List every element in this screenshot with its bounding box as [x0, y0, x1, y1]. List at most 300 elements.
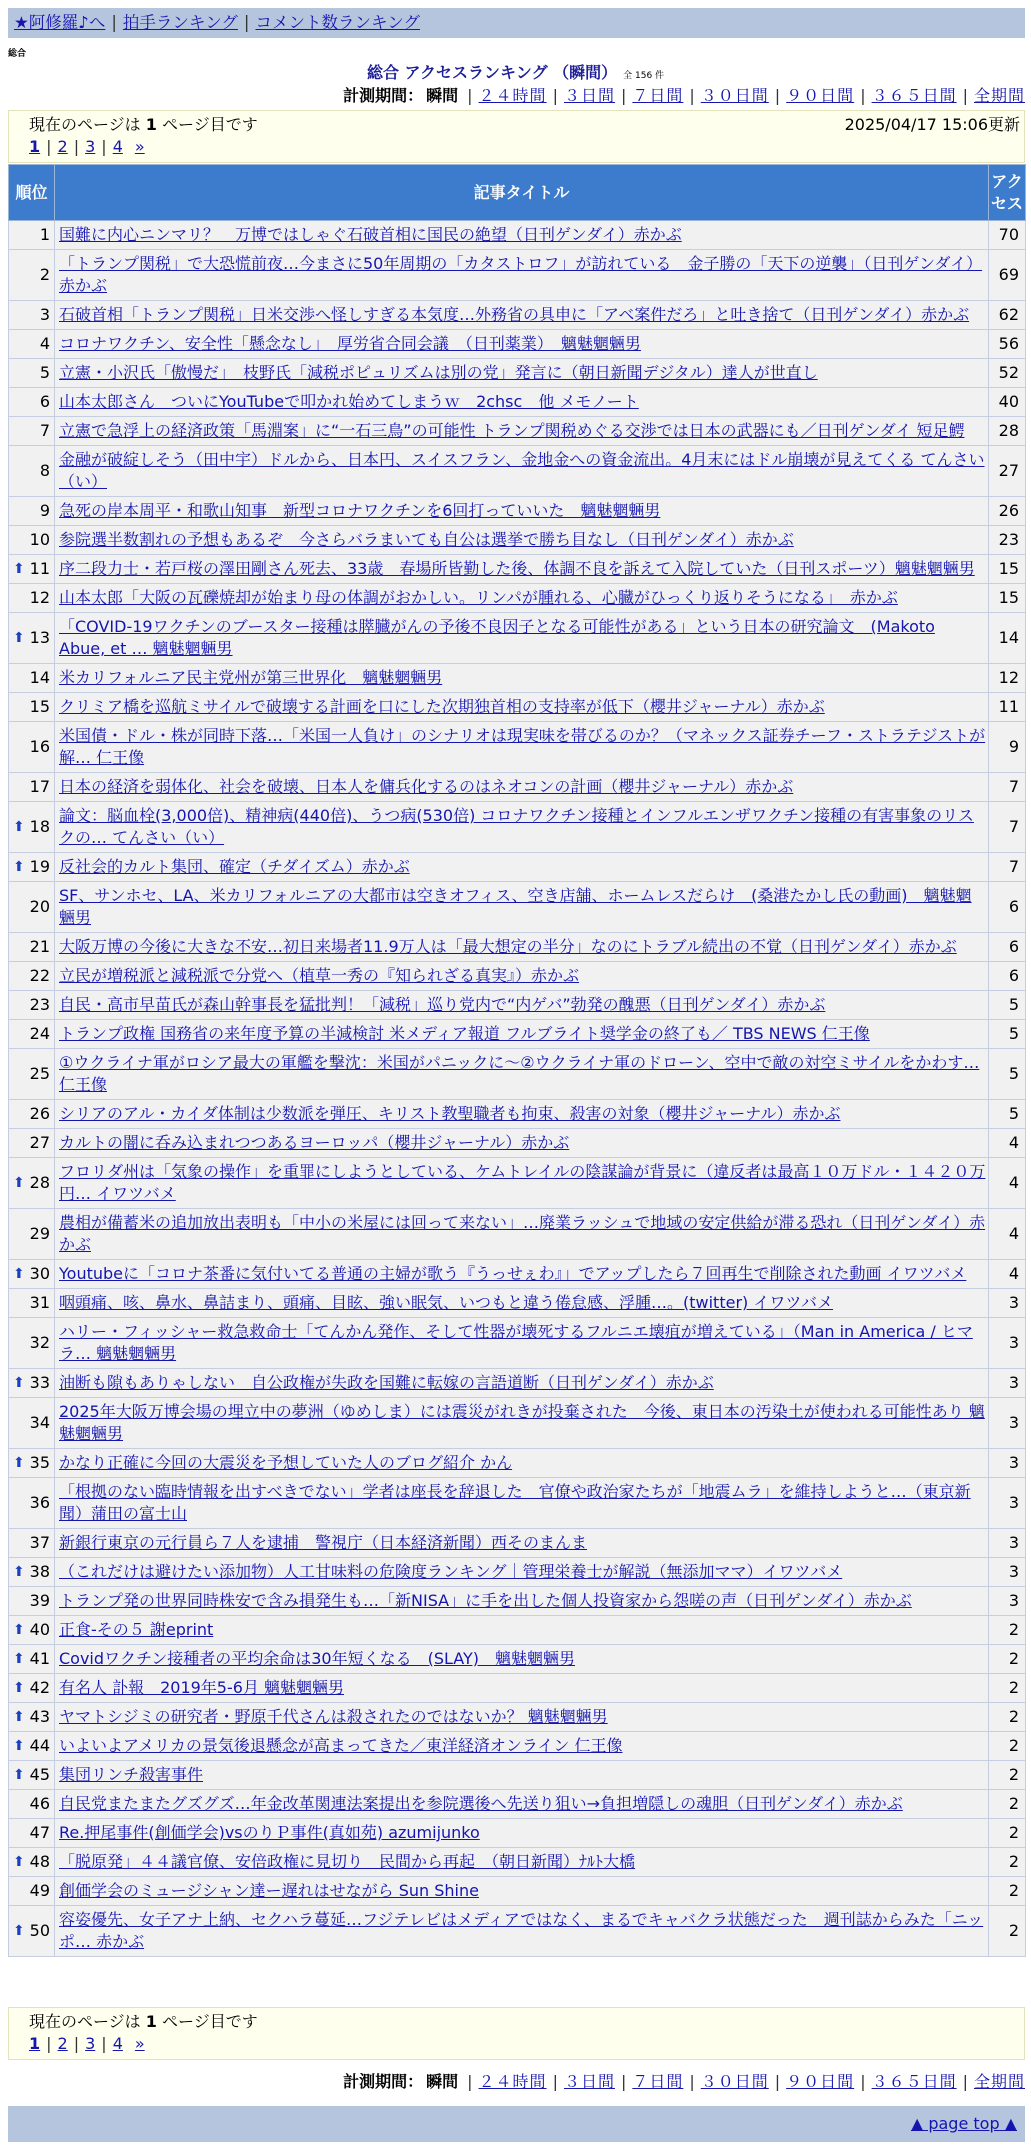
- period-link-3d[interactable]: ３日間: [563, 86, 615, 105]
- rank-number: 19: [29, 857, 50, 876]
- article-link[interactable]: トランプ発の世界同時株安で含み損発生も…「新NISA」に手を出した個人投資家から怨嗟の声（日刊ゲンダイ）赤かぶ: [59, 1591, 912, 1610]
- table-row: [9, 853, 1026, 882]
- title-cell: [55, 1703, 989, 1732]
- article-link[interactable]: 自民党またまたグズグズ…年金改革関連法案提出を参院選後へ先送り狙い→負担増隠しの魂胆（日刊ゲンダイ）赤かぶ: [59, 1794, 903, 1813]
- access-count: 5: [989, 1020, 1026, 1049]
- access-count: 4: [989, 1209, 1026, 1260]
- rank-number: 38: [29, 1562, 50, 1581]
- title-cell: [55, 962, 989, 991]
- access-count: 3: [989, 1478, 1026, 1529]
- rank-cell: [9, 1369, 55, 1398]
- rank-number: 34: [29, 1413, 50, 1432]
- access-count: 3: [989, 1449, 1026, 1478]
- article-link[interactable]: 山本太郎さん ついにYouTubeで叩かれ始めてしまうｗ 2chsc 他 メモノート: [59, 392, 639, 411]
- ranking-title: 総合 アクセスランキング （瞬間）: [366, 63, 618, 82]
- article-link[interactable]: Youtubeに「コロナ茶番に気付いてる普通の主婦が歌う『うっせぇわ』」でアップしたら７回再生で削除された動画 イワツバメ: [59, 1264, 967, 1283]
- table-row: [9, 1260, 1026, 1289]
- table-row: [9, 1877, 1026, 1906]
- title-cell: [55, 1260, 989, 1289]
- rank-cell: [9, 1129, 55, 1158]
- access-count: 9: [989, 722, 1026, 773]
- article-link[interactable]: 「脱原発」４４議官僚、安倍政権に見切り 民間から再起 （朝日新聞）ﾅﾙﾄ大橋: [59, 1852, 636, 1871]
- rank-up-arrow-icon: ⬆: [13, 1266, 25, 1282]
- rank-number: 1: [39, 225, 50, 244]
- article-link[interactable]: 金融が破綻しそう（田中宇）ドルから、日本円、スイスフラン、金地金への資金流出。4月末にはドル崩壊が見えてくる てんさい（い）: [59, 450, 985, 491]
- article-link[interactable]: 「COVID-19ワクチンのブースター接種は膵臓がんの予後不良因子となる可能性がある」という日本の研究論文 (Makoto Abue, et … 魑魅魍魎男: [59, 617, 935, 658]
- title-cell: [55, 773, 989, 802]
- rank-cell: [9, 526, 55, 555]
- article-link[interactable]: 「根拠のない臨時情報を出すべきでない」学者は座長を辞退した 官僚や政治家たちが「地震ムラ」を維持しようと…（東京新聞）蒲田の富士山: [59, 1482, 971, 1523]
- access-count: 12: [989, 664, 1026, 693]
- table-row: [9, 962, 1026, 991]
- home-link[interactable]: ★阿修羅♪へ: [14, 13, 106, 32]
- title-cell: [55, 1732, 989, 1761]
- period-link-24h[interactable]: ２４時間: [478, 86, 547, 105]
- access-count: 40: [989, 388, 1026, 417]
- access-count: 11: [989, 693, 1026, 722]
- table-row: [9, 584, 1026, 613]
- article-link[interactable]: フロリダ州は「気象の操作」を重罪にしようとしている、ケムトレイルの陰謀論が背景に（違反者は最高１０万ドル・１４２０万円… イワツバメ: [59, 1162, 986, 1203]
- rank-cell: [9, 446, 55, 497]
- rank-cell: [9, 584, 55, 613]
- table-row: [9, 1529, 1026, 1558]
- table-row: [9, 1674, 1026, 1703]
- article-link[interactable]: 山本太郎「大阪の瓦礫焼却が始まり母の体調がおかしい。リンパが腫れる、心臓がひっくり返りそうになる」 赤かぶ: [59, 588, 898, 607]
- article-link[interactable]: 序二段力士・若戸桜の澤田剛さん死去、33歳 春場所皆勤した後、体調不良を訴えて入院していた（日刊スポーツ）魑魅魍魎男: [59, 559, 975, 578]
- page-top-link[interactable]: ▲ page top ▲: [910, 2114, 1017, 2133]
- period-selector-bottom: 計測期間： 瞬間 | ２４時間 | ３日間 | ７日間 | ３０日間 | ９０日間 | ３６５日間 | 全期間: [343, 2072, 1025, 2091]
- page-status: 現在のページは 1 ページ目です: [29, 2012, 258, 2031]
- rank-cell: [9, 1260, 55, 1289]
- access-count: 26: [989, 497, 1026, 526]
- article-link[interactable]: 農相が備蓄米の追加放出表明も「中小の米屋には回って来ない」…廃業ラッシュで地域の安定供給が滞る恐れ（日刊ゲンダイ）赤かぶ: [59, 1213, 986, 1254]
- table-row: [9, 1100, 1026, 1129]
- title-cell: [55, 417, 989, 446]
- rank-number: 43: [29, 1707, 50, 1726]
- footer-bar: [8, 2106, 1025, 2142]
- period-link-7d[interactable]: ７日間: [632, 86, 684, 105]
- title-cell: [55, 446, 989, 497]
- access-count: 23: [989, 526, 1026, 555]
- rank-number: 12: [29, 588, 50, 607]
- article-link[interactable]: いよいよアメリカの景気後退懸念が高まってきた／東洋経済オンライン 仁王像: [59, 1736, 623, 1755]
- access-count: 28: [989, 417, 1026, 446]
- table-row: [9, 1761, 1026, 1790]
- table-row: [9, 1478, 1026, 1529]
- article-link[interactable]: 立民が増税派と減税派で分党へ（植草一秀の『知られざる真実』）赤かぶ: [59, 966, 580, 985]
- rank-number: 35: [29, 1453, 50, 1472]
- table-row: [9, 1209, 1026, 1260]
- rank-up-arrow-icon: ⬆: [13, 1680, 25, 1696]
- table-row: [9, 1398, 1026, 1449]
- title-cell: [55, 526, 989, 555]
- rank-cell: [9, 991, 55, 1020]
- table-row: [9, 1129, 1026, 1158]
- rank-up-arrow-icon: ⬆: [13, 561, 25, 577]
- title-cell: [55, 613, 989, 664]
- article-link[interactable]: 自民・高市早苗氏が森山幹事長を猛批判！「減税」巡り党内で“内ゲバ”勃発の醜悪（日刊ゲンダイ）赤かぶ: [59, 995, 826, 1014]
- rank-cell: [9, 1616, 55, 1645]
- access-count: 2: [989, 1906, 1026, 1957]
- title-cell: [55, 1674, 989, 1703]
- period-link-7d[interactable]: ７日間: [632, 2072, 684, 2091]
- rank-number: 17: [29, 777, 50, 796]
- title-cell: [55, 330, 989, 359]
- table-header-row: [9, 165, 1026, 221]
- rank-cell: [9, 1877, 55, 1906]
- access-count: 3: [989, 1289, 1026, 1318]
- table-row: [9, 1906, 1026, 1957]
- category-tag: 総合: [8, 49, 27, 59]
- article-link[interactable]: 立憲で急浮上の経済政策「馬淵案」に“一石三鳥”の可能性 トランプ関税めぐる交渉では日本の武器にも／日刊ゲンダイ 短足鰐: [59, 421, 965, 440]
- rank-cell: [9, 613, 55, 664]
- table-row: [9, 1369, 1026, 1398]
- rank-cell: [9, 1645, 55, 1674]
- article-link[interactable]: 新銀行東京の元行員ら７人を逮捕 警視庁（日本経済新聞）西そのまんま: [59, 1533, 588, 1552]
- article-link[interactable]: Covidワクチン接種者の平均余命は30年短くなる (SLAY) 魑魅魍魎男: [59, 1649, 575, 1668]
- total-count: 全 156 件: [623, 71, 665, 81]
- table-row: [9, 773, 1026, 802]
- rank-cell: [9, 882, 55, 933]
- rank-cell: [9, 417, 55, 446]
- rank-number: 29: [29, 1224, 50, 1243]
- page-link-4[interactable]: 4: [112, 137, 123, 156]
- rank-number: 8: [39, 461, 50, 480]
- article-link[interactable]: 米国債・ドル・株が同時下落…「米国一人負け」のシナリオは現実味を帯びるのか？（マネックス証券チーフ・ストラテジストが解… 仁王像: [59, 726, 986, 767]
- rank-number: 27: [29, 1133, 50, 1152]
- rank-number: 44: [29, 1736, 50, 1755]
- access-count: 14: [989, 613, 1026, 664]
- title-cell: [55, 1020, 989, 1049]
- article-link[interactable]: （これだけは避けたい添加物）人工甘味料の危険度ランキング｜管理栄養士が解説（無添加ママ）イワツバメ: [59, 1562, 843, 1581]
- table-row: [9, 359, 1026, 388]
- rank-cell: [9, 1819, 55, 1848]
- separator: |: [111, 13, 117, 32]
- page-status: 現在のページは 1 ページ目です: [29, 115, 258, 134]
- title-cell: [55, 1819, 989, 1848]
- table-row: [9, 933, 1026, 962]
- rank-up-arrow-icon: ⬆: [13, 1651, 25, 1667]
- rank-up-arrow-icon: ⬆: [13, 630, 25, 646]
- rank-number: 41: [29, 1649, 50, 1668]
- access-count: 2: [989, 1877, 1026, 1906]
- rank-cell: [9, 693, 55, 722]
- updated-time: 2025/04/17 15:06更新: [844, 115, 1020, 134]
- period-label: 計測期間：: [343, 86, 424, 105]
- article-link[interactable]: 「トランプ関税」で大恐慌前夜…今まさに50年周期の「カタストロフ」が訪れている 金子勝の「天下の逆襲」（日刊ゲンダイ）赤かぶ: [59, 254, 983, 295]
- access-count: 5: [989, 1100, 1026, 1129]
- table-row: [9, 1158, 1026, 1209]
- title-cell: [55, 584, 989, 613]
- access-count: 3: [989, 1369, 1026, 1398]
- article-link[interactable]: 正食-その５ 謝eprint: [59, 1620, 214, 1639]
- table-row: [9, 1289, 1026, 1318]
- article-link[interactable]: クリミア橋を巡航ミサイルで破壊する計画を口にした次期独首相の支持率が低下（櫻井ジャーナル）赤かぶ: [59, 697, 825, 716]
- title-cell: [55, 1529, 989, 1558]
- rank-number: 7: [39, 421, 50, 440]
- period-link-3d[interactable]: ３日間: [563, 2072, 615, 2091]
- article-link[interactable]: かなり正確に今回の大震災を予想していた人のブログ紹介 かん: [59, 1453, 513, 1472]
- article-link[interactable]: 2025年大阪万博会場の埋立中の夢洲（ゆめしま）には震災がれきが投棄された 今後、東日本の汚染土が使われる可能性あり 魑魅魍魎男: [59, 1402, 985, 1443]
- title-cell: [55, 250, 989, 301]
- rank-cell: [9, 1790, 55, 1819]
- rank-number: 31: [29, 1293, 50, 1312]
- access-count: 3: [989, 1529, 1026, 1558]
- table-row: [9, 882, 1026, 933]
- rank-cell: [9, 962, 55, 991]
- access-count: 6: [989, 933, 1026, 962]
- rank-number: 46: [29, 1794, 50, 1813]
- rank-number: 5: [39, 363, 50, 382]
- rank-up-arrow-icon: ⬆: [13, 1455, 25, 1471]
- article-link[interactable]: シリアのアル・カイダ体制は少数派を弾圧、キリスト教聖職者も拘束、殺害の対象（櫻井ジャーナル）赤かぶ: [59, 1104, 841, 1123]
- page-link-4[interactable]: 4: [112, 2034, 123, 2053]
- rank-up-arrow-icon: ⬆: [13, 1854, 25, 1870]
- period-selector-top: 計測期間： 瞬間 | ２４時間 | ３日間 | ７日間 | ３０日間 | ９０日間 | ３６５日間 | 全期間: [343, 86, 1025, 105]
- article-link[interactable]: 論文：脳血栓(3,000倍)、精神病(440倍)、うつ病(530倍) コロナワクチン接種とインフルエンザワクチン接種の有害事象のリスクの… てんさい（い）: [59, 806, 974, 847]
- article-link[interactable]: 参院選半数割れの予想もあるぞ 今さらバラまいても自公は選挙で勝ち目なし（日刊ゲンダイ）赤かぶ: [59, 530, 794, 549]
- article-link[interactable]: 集団リンチ殺害事件: [59, 1765, 204, 1784]
- rank-number: 20: [29, 897, 50, 916]
- rank-up-arrow-icon: ⬆: [13, 1709, 25, 1725]
- access-count: 52: [989, 359, 1026, 388]
- article-link[interactable]: トランプ政権 国務省の来年度予算の半減検討 米メディア報道 フルブライト奨学金の終了も／ TBS NEWS 仁王像: [59, 1024, 870, 1043]
- title-cell: [55, 1877, 989, 1906]
- rank-cell: [9, 301, 55, 330]
- top-navigation: [8, 8, 1025, 38]
- title-cell: [55, 1848, 989, 1877]
- title-cell: [55, 1318, 989, 1369]
- rank-cell: [9, 1398, 55, 1449]
- access-count: 5: [989, 1049, 1026, 1100]
- rank-cell: [9, 1529, 55, 1558]
- table-row: [9, 802, 1026, 853]
- rank-up-arrow-icon: ⬆: [13, 1767, 25, 1783]
- table-row: [9, 664, 1026, 693]
- pagination: 1 | 2 | 3 | 4 »: [29, 2034, 145, 2053]
- article-link[interactable]: 日本の経済を弱体化、社会を破壊、日本人を傭兵化するのはネオコンの計画（櫻井ジャーナル）赤かぶ: [59, 777, 794, 796]
- rank-number: 14: [29, 668, 50, 687]
- access-count: 2: [989, 1703, 1026, 1732]
- title-cell: [55, 1906, 989, 1957]
- rank-up-arrow-icon: ⬆: [13, 1622, 25, 1638]
- title-cell: [55, 933, 989, 962]
- article-link[interactable]: カルトの闇に呑み込まれつつあるヨーロッパ（櫻井ジャーナル）赤かぶ: [59, 1133, 570, 1152]
- article-link[interactable]: 有名人 訃報 2019年5-6月 魑魅魍魎男: [59, 1678, 345, 1697]
- article-link[interactable]: SF、サンホセ、LA、米カリフォルニアの大都市は空きオフィス、空き店舗、ホームレスだらけ (桑港たかし氏の動画) 魑魅魍魎男: [59, 886, 972, 927]
- rank-number: 36: [29, 1493, 50, 1512]
- table-row: [9, 1790, 1026, 1819]
- table-row: [9, 1732, 1026, 1761]
- access-count: 7: [989, 773, 1026, 802]
- page-link-2[interactable]: 2: [57, 2034, 68, 2053]
- rank-number: 33: [29, 1373, 50, 1392]
- article-link[interactable]: 急死の岸本周平・和歌山知事 新型コロナワクチンを6回打っていいた 魑魅魍魎男: [59, 501, 661, 520]
- title-cell: [55, 882, 989, 933]
- rank-cell: [9, 1289, 55, 1318]
- page-link-1[interactable]: 1: [29, 2034, 41, 2053]
- article-link[interactable]: 容姿優先、女子アナ上納、セクハラ蔓延…フジテレビはメディアではなく、まるでキャバクラ状態だった 週刊誌からみた「ニッポ… 赤かぶ: [59, 1910, 984, 1951]
- title-cell: [55, 1209, 989, 1260]
- period-link-all[interactable]: 全期間: [973, 86, 1025, 105]
- pagination: 1 | 2 | 3 | 4 »: [29, 137, 145, 156]
- rank-cell: [9, 722, 55, 773]
- article-link[interactable]: 油断も隙もありゃしない 自公政権が失政を国難に転嫁の言語道断（日刊ゲンダイ）赤かぶ: [59, 1373, 714, 1392]
- access-count: 2: [989, 1616, 1026, 1645]
- access-count: 7: [989, 853, 1026, 882]
- rank-cell: [9, 555, 55, 584]
- table-row: [9, 1819, 1026, 1848]
- title-cell: [55, 1478, 989, 1529]
- rank-up-arrow-icon: ⬆: [13, 1375, 25, 1391]
- article-link[interactable]: ①ウクライナ軍がロシア最大の軍艦を撃沈：米国がパニックに〜②ウクライナ軍のドローン、空中で敵の対空ミサイルをかわす… 仁王像: [59, 1053, 980, 1094]
- rank-cell: [9, 773, 55, 802]
- title-cell: [55, 853, 989, 882]
- rank-cell: [9, 1020, 55, 1049]
- access-count: 2: [989, 1645, 1026, 1674]
- rank-up-arrow-icon: ⬆: [13, 819, 25, 835]
- column-header-access: アクセス: [989, 165, 1026, 221]
- table-row: [9, 1645, 1026, 1674]
- rank-number: 49: [29, 1881, 50, 1900]
- period-link-90d[interactable]: ９０日間: [786, 2072, 855, 2091]
- page-info-top: [8, 110, 1025, 163]
- rank-number: 9: [39, 501, 50, 520]
- page-link-1[interactable]: 1: [29, 137, 41, 156]
- rank-cell: [9, 1049, 55, 1100]
- access-count: 2: [989, 1790, 1026, 1819]
- article-link[interactable]: 咽頭痛、咳、鼻水、鼻詰まり、頭痛、目眩、強い眠気、いつもと違う倦怠感、浮腫…。(twitter) イワツバメ: [59, 1293, 834, 1312]
- article-link[interactable]: ハリー・フィッシャー救急救命士「てんかん発作、そして性器が壊死するフルニエ壊疽が増えている」（Man in America / ヒマラ… 魑魅魍魎男: [59, 1322, 973, 1363]
- access-count: 27: [989, 446, 1026, 497]
- table-row: [9, 221, 1026, 250]
- rank-number: 23: [29, 995, 50, 1014]
- title-cell: [55, 664, 989, 693]
- rank-up-arrow-icon: ⬆: [13, 1738, 25, 1754]
- rank-cell: [9, 388, 55, 417]
- rank-number: 24: [29, 1024, 50, 1043]
- access-count: 56: [989, 330, 1026, 359]
- table-row: [9, 722, 1026, 773]
- rank-cell: [9, 1761, 55, 1790]
- period-link-365d[interactable]: ３６５日間: [871, 2072, 957, 2091]
- table-row: [9, 1049, 1026, 1100]
- access-count: 7: [989, 802, 1026, 853]
- access-count: 62: [989, 301, 1026, 330]
- title-cell: [55, 1587, 989, 1616]
- table-row: [9, 1703, 1026, 1732]
- table-row: [9, 1848, 1026, 1877]
- article-link[interactable]: 米カリフォルニア民主党州が第三世界化 魑魅魍魎男: [59, 668, 443, 687]
- period-link-30d[interactable]: ３０日間: [700, 2072, 769, 2091]
- rank-cell: [9, 1732, 55, 1761]
- access-count: 4: [989, 1129, 1026, 1158]
- ranking-table: [8, 164, 1026, 1957]
- period-link-24h[interactable]: ２４時間: [478, 2072, 547, 2091]
- article-link[interactable]: 反社会的カルト集団、確定（チダイズム）赤かぶ: [59, 857, 410, 876]
- table-row: [9, 446, 1026, 497]
- rank-number: 30: [29, 1264, 50, 1283]
- rank-number: 28: [29, 1173, 50, 1192]
- title-cell: [55, 1761, 989, 1790]
- article-link[interactable]: 国難に内心ニンマリ？ 万博ではしゃぐ石破首相に国民の絶望（日刊ゲンダイ）赤かぶ: [59, 225, 682, 244]
- access-count: 15: [989, 555, 1026, 584]
- access-count: 69: [989, 250, 1026, 301]
- access-count: 3: [989, 1398, 1026, 1449]
- rank-cell: [9, 1209, 55, 1260]
- article-link[interactable]: 創価学会のミュージシャン達ー遅れはせながら Sun Shine: [59, 1881, 479, 1900]
- rank-cell: [9, 1449, 55, 1478]
- access-count: 6: [989, 882, 1026, 933]
- rank-cell: [9, 802, 55, 853]
- period-link-all[interactable]: 全期間: [973, 2072, 1025, 2091]
- rank-number: 15: [29, 697, 50, 716]
- next-page-link[interactable]: »: [134, 2034, 145, 2053]
- rank-number: 3: [39, 305, 50, 324]
- table-row: [9, 1558, 1026, 1587]
- access-count: 2: [989, 1819, 1026, 1848]
- title-cell: [55, 1558, 989, 1587]
- title-cell: [55, 1158, 989, 1209]
- article-link[interactable]: 大阪万博の今後に大きな不安…初日来場者11.9万人は「最大想定の半分」なのにトラブル続出の不覚（日刊ゲンダイ）赤かぶ: [59, 937, 957, 956]
- access-count: 2: [989, 1674, 1026, 1703]
- clap-ranking-link[interactable]: 拍手ランキング: [122, 13, 238, 32]
- table-row: [9, 1587, 1026, 1616]
- table-row: [9, 1318, 1026, 1369]
- table-row: [9, 1020, 1026, 1049]
- page-link-3[interactable]: 3: [85, 137, 96, 156]
- title-cell: [55, 1398, 989, 1449]
- article-link[interactable]: 石破首相「トランプ関税」日米交渉へ怪しすぎる本気度…外務省の具申に「アベ案件だろ」と吐き捨て（日刊ゲンダイ）赤かぶ: [59, 305, 970, 324]
- period-link-365d[interactable]: ３６５日間: [871, 86, 957, 105]
- title-cell: [55, 1369, 989, 1398]
- rank-number: 11: [29, 559, 50, 578]
- table-row: [9, 526, 1026, 555]
- period-current: 瞬間: [426, 86, 459, 105]
- table-row: [9, 991, 1026, 1020]
- access-count: 4: [989, 1158, 1026, 1209]
- access-count: 70: [989, 221, 1026, 250]
- page-link-2[interactable]: 2: [57, 137, 68, 156]
- article-link[interactable]: 立憲・小沢氏「傲慢だ」 枝野氏「減税ポピュリズムは別の党」発言に（朝日新聞デジタル）達人が世直し: [59, 363, 818, 382]
- title-cell: [55, 1616, 989, 1645]
- rank-cell: [9, 1558, 55, 1587]
- rank-number: 25: [29, 1064, 50, 1083]
- rank-up-arrow-icon: ⬆: [13, 1175, 25, 1191]
- rank-number: 48: [29, 1852, 50, 1871]
- rank-number: 37: [29, 1533, 50, 1552]
- article-link[interactable]: ヤマトシジミの研究者・野原千代さんは殺されたのではないか？ 魑魅魍魎男: [59, 1707, 608, 1726]
- period-link-30d[interactable]: ３０日間: [700, 86, 769, 105]
- comment-ranking-link[interactable]: コメント数ランキング: [255, 13, 420, 32]
- title-cell: [55, 555, 989, 584]
- rank-number: 42: [29, 1678, 50, 1697]
- table-row: [9, 497, 1026, 526]
- rank-cell: [9, 664, 55, 693]
- rank-number: 6: [39, 392, 50, 411]
- article-link[interactable]: コロナワクチン、安全性「懸念なし」 厚労省合同会議 （日刊薬業） 魑魅魍魎男: [59, 334, 641, 353]
- title-cell: [55, 301, 989, 330]
- period-link-90d[interactable]: ９０日間: [786, 86, 855, 105]
- rank-cell: [9, 1906, 55, 1957]
- page-link-3[interactable]: 3: [85, 2034, 96, 2053]
- rank-number: 21: [29, 937, 50, 956]
- title-cell: [55, 1129, 989, 1158]
- table-row: [9, 417, 1026, 446]
- article-link[interactable]: Re.押尾事件(創価学会)vsのりＰ事件(真如苑) azumijunko: [59, 1823, 480, 1842]
- next-page-link[interactable]: »: [134, 137, 145, 156]
- rank-cell: [9, 1158, 55, 1209]
